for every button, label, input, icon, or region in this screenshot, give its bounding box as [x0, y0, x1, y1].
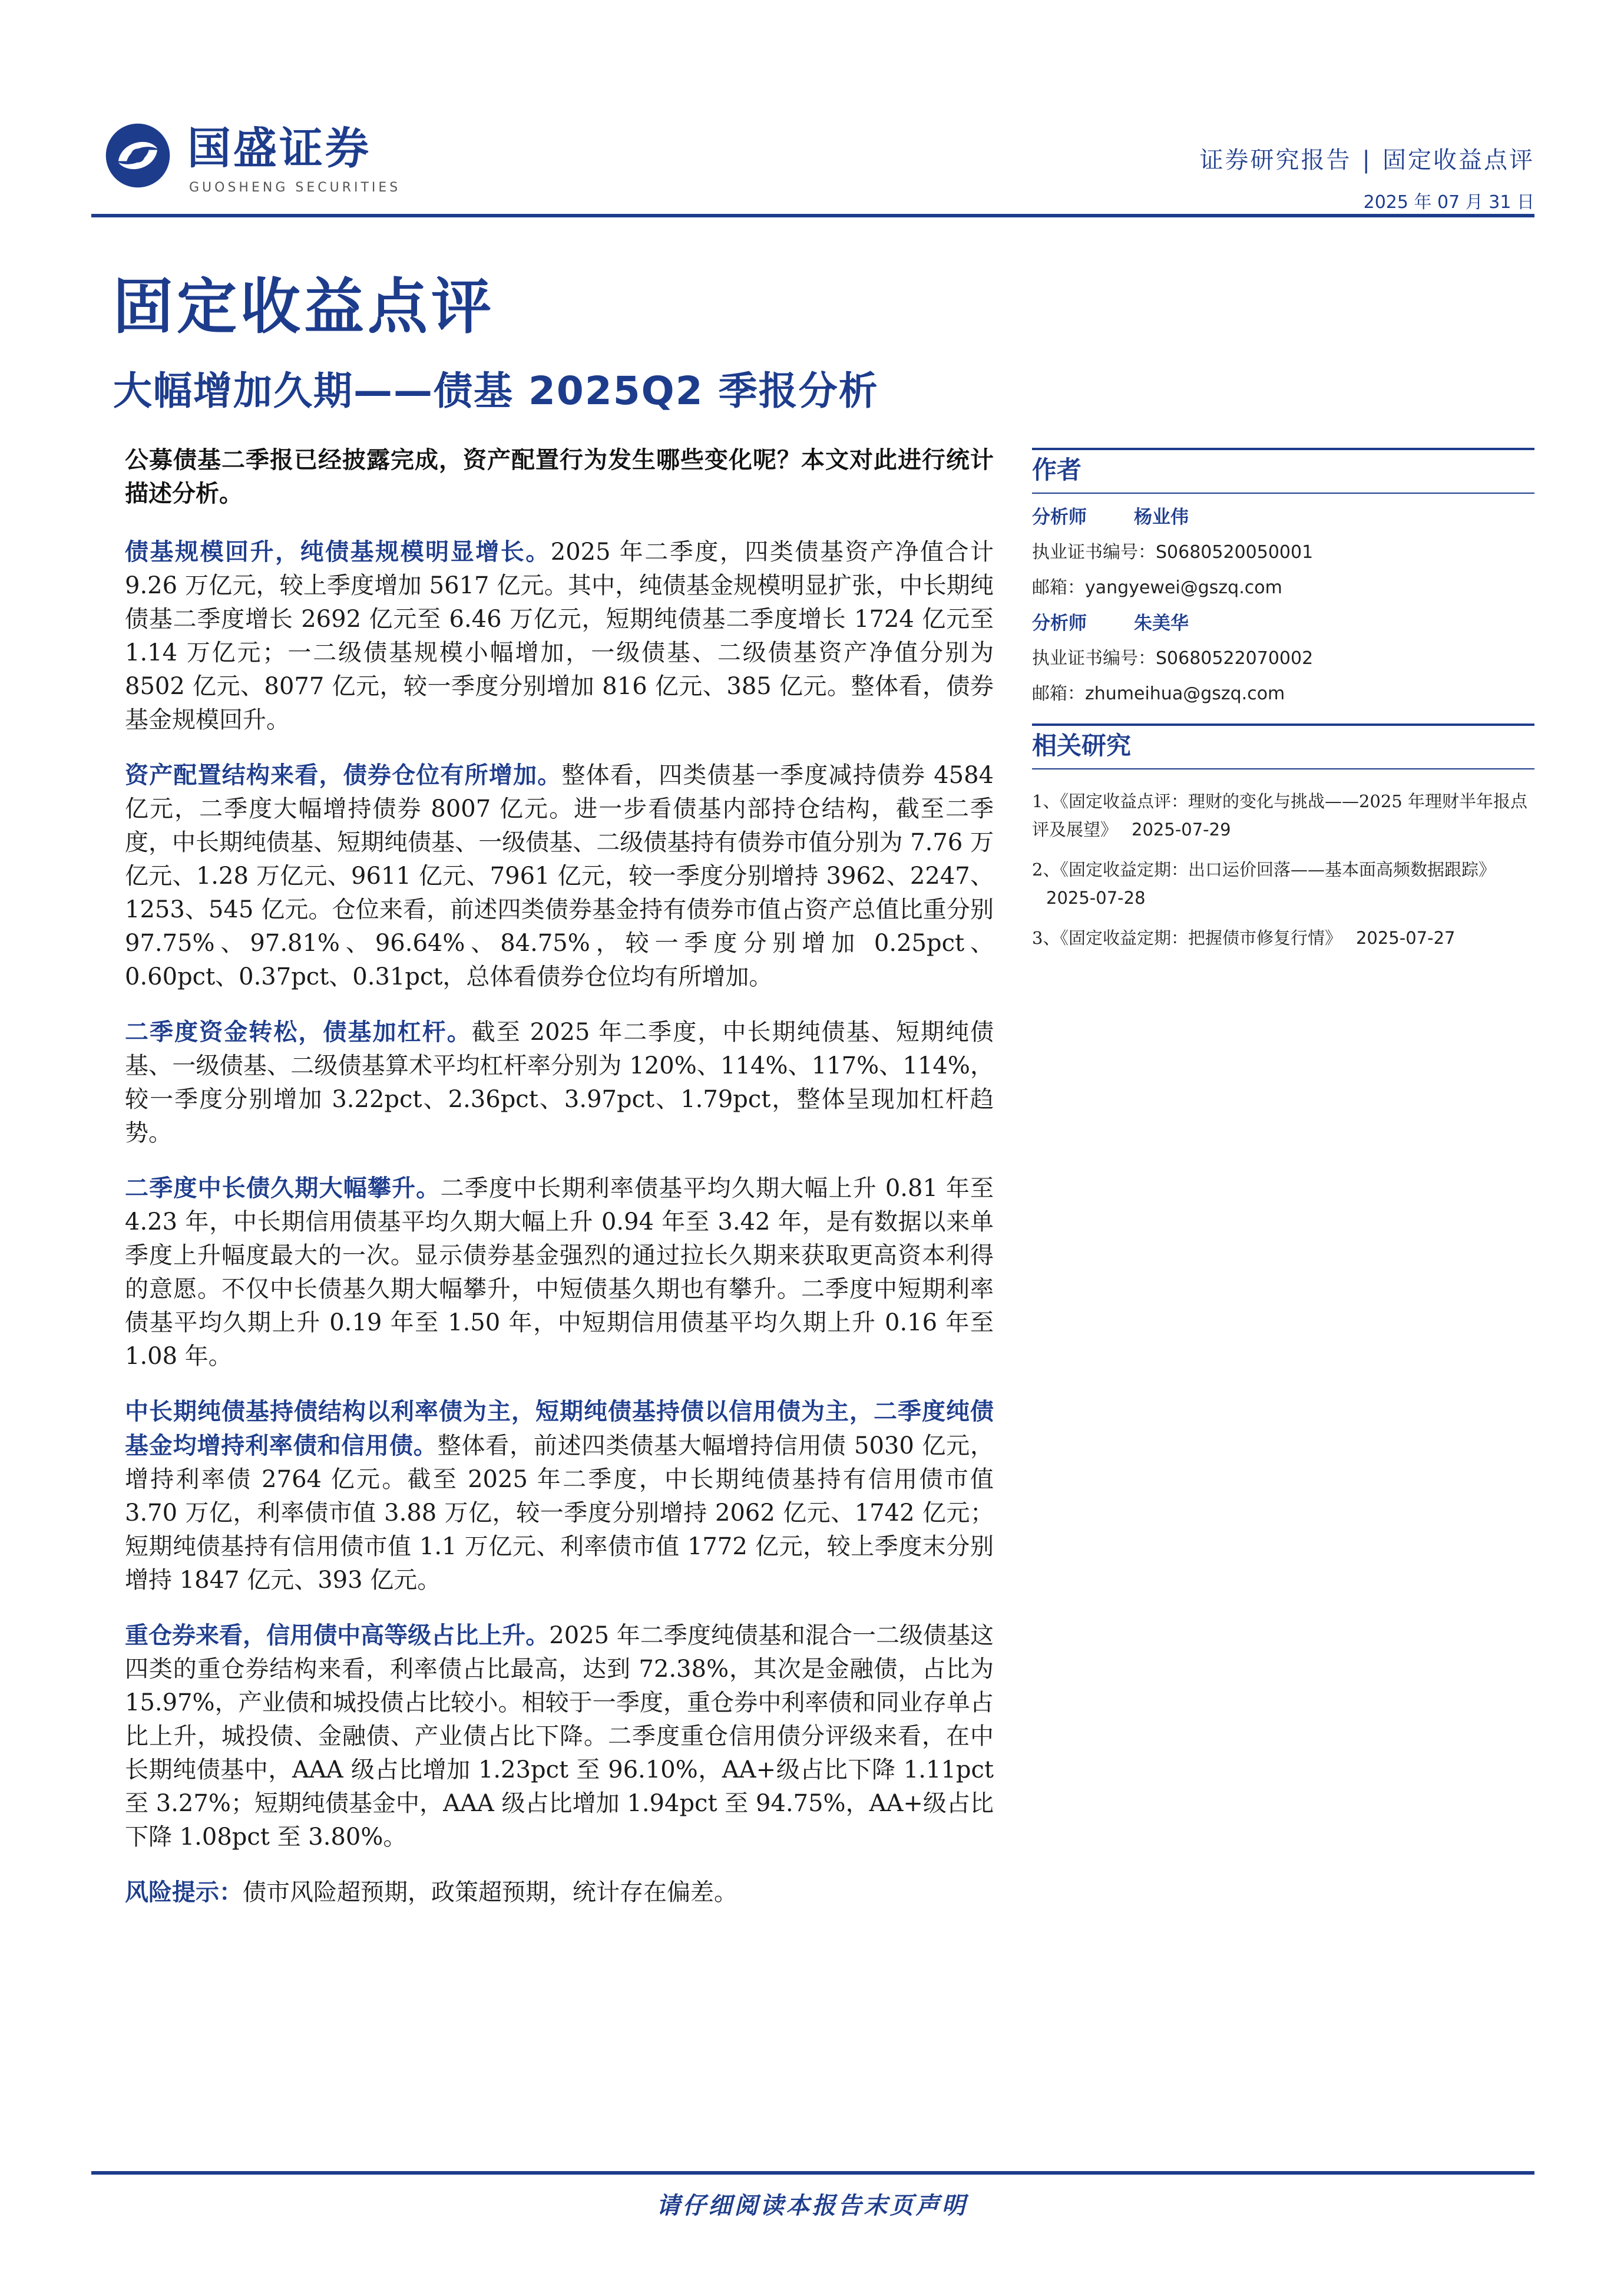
report-date: 2025 年 07 月 31 日: [1363, 192, 1534, 213]
related-research-item[interactable]: [1032, 924, 1534, 952]
analyst-cert-row: [1032, 541, 1534, 564]
report-summary: [125, 443, 994, 1931]
footer-disclaimer: 请仔细阅读本报告末页声明: [656, 2192, 968, 2219]
analyst-name: 杨业伟: [1134, 507, 1189, 528]
analyst-email-link[interactable]: yangyewei@gszq.com: [1085, 577, 1282, 598]
analyst-name-row: [1032, 612, 1534, 635]
paragraph-heading: 重仓券来看，信用债中高等级占比上升。: [125, 1621, 550, 1649]
authors-heading: 作者: [1032, 448, 1534, 494]
guosheng-logo-icon: [103, 121, 173, 190]
footer-divider: [91, 2171, 1534, 2175]
risk-warning-text: 债市风险超预期，政策超预期，统计存在偏差。: [243, 1879, 737, 1906]
analyst-role: 分析师: [1032, 613, 1087, 634]
related-research-date: 2025-07-27: [1355, 928, 1456, 948]
summary-paragraph: [125, 1395, 994, 1597]
summary-paragraph: [125, 1015, 994, 1150]
paragraph-body: 整体看，前述四类债基大幅增持信用债 5030 亿元，增持利率债 2764 亿元。截至 2025 年二季度，中长期纯债基持有信用债市值 3.70 万亿，利率债市值 3.88 万亿，较一季度分别增持 2062 亿元、1742 亿元；短期纯债基持有信用债市值 1.1 万亿元、利率债市值 1772 亿元，较上季度末分别增持 1847 亿元、393 亿元。: [125, 1432, 994, 1594]
logo-text: 国盛证券: [187, 123, 371, 174]
report-category-breadcrumb: [1200, 141, 1534, 175]
paragraph-heading: 债基规模回升，纯债基规模明显增长。: [125, 538, 551, 566]
analyst-email-row: [1032, 682, 1534, 706]
analyst-role: 分析师: [1032, 507, 1087, 528]
related-research-date: 2025-07-29: [1132, 820, 1231, 840]
sidebar: [1032, 448, 1534, 964]
report-category: 证券研究报告: [1199, 147, 1352, 174]
risk-warning-label: 风险提示：: [125, 1878, 243, 1906]
related-research-title: 2、《固定收益定期：出口运价回落——基本面高频数据跟踪》: [1032, 860, 1496, 880]
paragraph-body: 整体看，四类债基一季度减持债券 4584 亿元，二季度大幅增持债券 8007 亿元。进一步看债基内部持仓结构，截至二季度，中长期纯债基、短期纯债基、一级债基、二级债基持有债券市值分别为 7.76 万亿元、1.28 万亿元、9611 亿元、7961 亿元，较一季度分别增持 3962、2247、1253、545 亿元。仓位来看，前述四类债券基金持有债券市值占资产总值比重分别 97.75%、97.81%、96.64%、84.75%，较一季度分别增加 0.25pct、0.60pct、0.37pct、0.31pct，总体看债券仓位均有所增加。: [125, 762, 994, 990]
header-divider: [91, 214, 1534, 217]
paragraph-heading: 二季度资金转松，债基加杠杆。: [125, 1018, 472, 1046]
cert-number: S0680520050001: [1156, 542, 1314, 563]
email-label: 邮箱：: [1032, 683, 1085, 704]
cert-label: 执业证书编号：: [1032, 648, 1156, 669]
summary-paragraph: [125, 1618, 994, 1854]
analyst-name-row: [1032, 506, 1534, 529]
related-research-date: 2025-07-28: [1046, 888, 1146, 908]
paragraph-body: 截至 2025 年二季度，中长期纯债基、短期纯债基、一级债基、二级债基算术平均杠杆率分别为 120%、114%、117%、114%，较一季度分别增加 3.22pct、2.36pct、3.97pct、1.79pct，整体呈现加杠杆趋势。: [125, 1019, 994, 1147]
breadcrumb-separator: |: [1362, 147, 1372, 174]
summary-paragraph: [125, 1171, 994, 1373]
related-research-item[interactable]: [1032, 787, 1534, 844]
paragraph-heading: 二季度中长债久期大幅攀升。: [125, 1174, 441, 1202]
document-title: 大幅增加久期——债基 2025Q2 季报分析: [113, 368, 879, 414]
analyst-email-row: [1032, 576, 1534, 600]
related-research-item[interactable]: [1032, 855, 1534, 912]
lead-paragraph: 公募债基二季报已经披露完成，资产配置行为发生哪些变化呢？本文对此进行统计描述分析。: [125, 446, 994, 507]
related-research-title: 3、《固定收益定期：把握债市修复行情》: [1032, 928, 1342, 948]
related-research-list: [1032, 787, 1534, 952]
related-research-title: 1、《固定收益点评：理财的变化与挑战——2025 年理财半年报点评及展望》: [1032, 791, 1527, 840]
summary-paragraph: [125, 535, 994, 737]
report-subcategory: 固定收益点评: [1382, 147, 1534, 174]
analyst-cert-row: [1032, 647, 1534, 670]
risk-warning: [125, 1875, 994, 1910]
paragraph-body: 二季度中长期利率债基平均久期大幅上升 0.81 年至 4.23 年，中长期信用债基平均久期大幅上升 0.94 年至 3.42 年，是有数据以来单季度上升幅度最大的一次。显示债券基金强烈的通过拉长久期来获取更高资本利得的意愿。不仅中长债基久期大幅攀升，中短债基久期也有攀升。二季度中短期利率债基平均久期上升 0.19 年至 1.50 年，中短期信用债基平均久期上升 0.16 年至 1.08 年。: [125, 1175, 994, 1370]
logo-subtitle: GUOSHENG SECURITIES: [189, 180, 401, 195]
paragraph-heading: 资产配置结构来看，债券仓位有所增加。: [125, 761, 562, 789]
analyst-name: 朱美华: [1134, 613, 1189, 634]
paragraph-heading: 中长期纯债基持债结构以利率债为主，短期纯债基持债以信用债为主，二季度纯债基金均增持利率债和信用债。: [125, 1398, 994, 1459]
summary-paragraph: [125, 758, 994, 994]
paragraph-body: 2025 年二季度，四类债基资产净值合计 9.26 万亿元，较上季度增加 5617 亿元。其中，纯债基金规模明显扩张，中长期纯债基二季度增长 2692 亿元至 6.46 万亿元，短期纯债基二季度增长 1724 亿元至 1.14 万亿元；一二级债基规模小幅增加，一级债基、二级债基资产净值分别为 8502 亿元、8077 亿元，较一季度分别增加 816 亿元、385 亿元。整体看，债券基金规模回升。: [125, 539, 994, 734]
related-research-heading: 相关研究: [1032, 724, 1534, 769]
cert-number: S0680522070002: [1156, 648, 1314, 669]
email-label: 邮箱：: [1032, 577, 1085, 598]
analyst-email-link[interactable]: zhumeihua@gszq.com: [1085, 683, 1285, 704]
cert-label: 执业证书编号：: [1032, 542, 1156, 563]
document-type: 固定收益点评: [113, 272, 495, 342]
paragraph-body: 2025 年二季度纯债基和混合一二级债基这四类的重仓券结构来看，利率债占比最高，达到 72.38%，其次是金融债，占比为 15.97%，产业债和城投债占比较小。相较于一季度，重仓券中利率债和同业存单占比上升，城投债、金融债、产业债占比下降。二季度重仓信用债分评级来看，在中长期纯债基中，AAA 级占比增加 1.23pct 至 96.10%，AA+级占比下降 1.11pct 至 3.27%；短期纯债基金中，AAA 级占比增加 1.94pct 至 94.75%，AA+级占比下降 1.08pct 至 3.80%。: [125, 1622, 994, 1851]
